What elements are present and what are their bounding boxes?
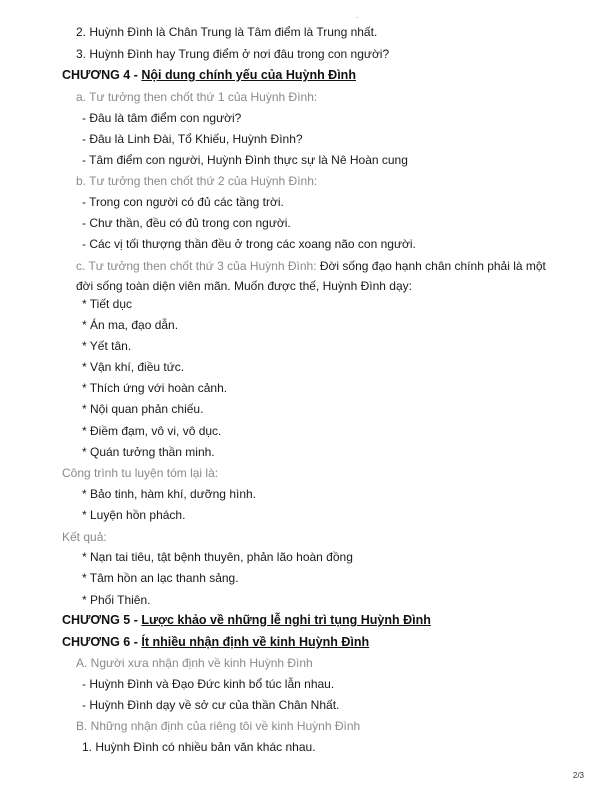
list-item: - Đâu là tâm điểm con người?: [82, 111, 242, 125]
list-item: * Tâm hồn an lạc thanh sảng.: [82, 571, 239, 585]
chapter-5-prefix: CHƯƠNG 5 -: [62, 613, 142, 627]
page-top-mark: .: [356, 11, 359, 20]
list-item: * Vận khí, điều tức.: [82, 360, 185, 374]
section-c-text: Đời sống đạo hạnh chân chính phải là một đời sống toàn diện viên mãn. Muốn được thế, Huỳnh Đình dạy:: [76, 259, 546, 293]
list-item: - Trong con người có đủ các tầng trời.: [82, 195, 284, 209]
list-item: - Chư thần, đều có đủ trong con người.: [82, 216, 291, 230]
chapter-4-heading: [62, 68, 356, 83]
list-item: - Tâm điểm con người, Huỳnh Đình thực sự là Nê Hoàn cung: [82, 153, 408, 167]
practice-summary-heading: Công trình tu luyện tóm lại là:: [62, 466, 219, 480]
list-item: - Đâu là Linh Đài, Tổ Khiếu, Huỳnh Đình?: [82, 132, 303, 146]
chapter-5-title: Lược khảo về những lễ nghi trì tụng Huỳnh Đình: [141, 613, 431, 627]
list-item: - Huỳnh Đình dạy về sở cư của thần Chân Nhất.: [82, 698, 340, 712]
section-b-heading: b. Tư tưởng then chốt thứ 2 của Huỳnh Đình:: [76, 174, 318, 188]
list-item: - Huỳnh Đình và Đạo Đức kinh bổ túc lẫn nhau.: [82, 677, 335, 691]
section-c-paragraph: [76, 256, 566, 296]
list-item: - Các vị tối thượng thần đều ở trong các xoang não con người.: [82, 237, 416, 251]
list-item: * Thích ứng với hoàn cảnh.: [82, 381, 228, 395]
list-item: * Bảo tinh, hàm khí, dưỡng hình.: [82, 487, 257, 501]
chapter-6-prefix: CHƯƠNG 6 -: [62, 635, 142, 649]
list-item: * Phối Thiên.: [82, 593, 151, 607]
list-item: 1. Huỳnh Đình có nhiều bản văn khác nhau.: [82, 740, 316, 754]
section-B-heading: B. Những nhận định của riêng tôi về kinh Huỳnh Đình: [76, 719, 361, 733]
chapter-5-heading: [62, 613, 431, 628]
list-item: 3. Huỳnh Đình hay Trung điểm ở nơi đâu trong con người?: [76, 47, 390, 61]
section-c-heading: c. Tư tưởng then chốt thứ 3 của Huỳnh Đình:: [76, 259, 320, 273]
chapter-4-prefix: CHƯƠNG 4 -: [62, 68, 142, 82]
list-item: 2. Huỳnh Đình là Chân Trung là Tâm điểm là Trung nhất.: [76, 25, 378, 39]
list-item: * Quán tưởng thần minh.: [82, 445, 215, 459]
list-item: * Luyện hồn phách.: [82, 508, 186, 522]
section-a-heading: a. Tư tưởng then chốt thứ 1 của Huỳnh Đình:: [76, 90, 318, 104]
page-number: 2/3: [572, 771, 584, 780]
result-heading: Kết quả:: [62, 530, 107, 544]
chapter-4-title: Nội dung chính yếu của Huỳnh Đình: [141, 68, 356, 82]
list-item: * Điềm đạm, vô vi, vô dục.: [82, 424, 222, 438]
chapter-6-title: Ít nhiều nhận định về kinh Huỳnh Đình: [141, 635, 370, 649]
list-item: * Án ma, đạo dẫn.: [82, 318, 179, 332]
section-A-heading: A. Người xưa nhận định về kinh Huỳnh Đình: [76, 656, 313, 670]
list-item: * Nạn tai tiêu, tật bệnh thuyên, phản lão hoàn đồng: [82, 550, 353, 564]
list-item: * Tiết dục: [82, 297, 133, 311]
list-item: * Yết tân.: [82, 339, 132, 353]
chapter-6-heading: [62, 635, 369, 650]
list-item: * Nội quan phản chiếu.: [82, 402, 204, 416]
